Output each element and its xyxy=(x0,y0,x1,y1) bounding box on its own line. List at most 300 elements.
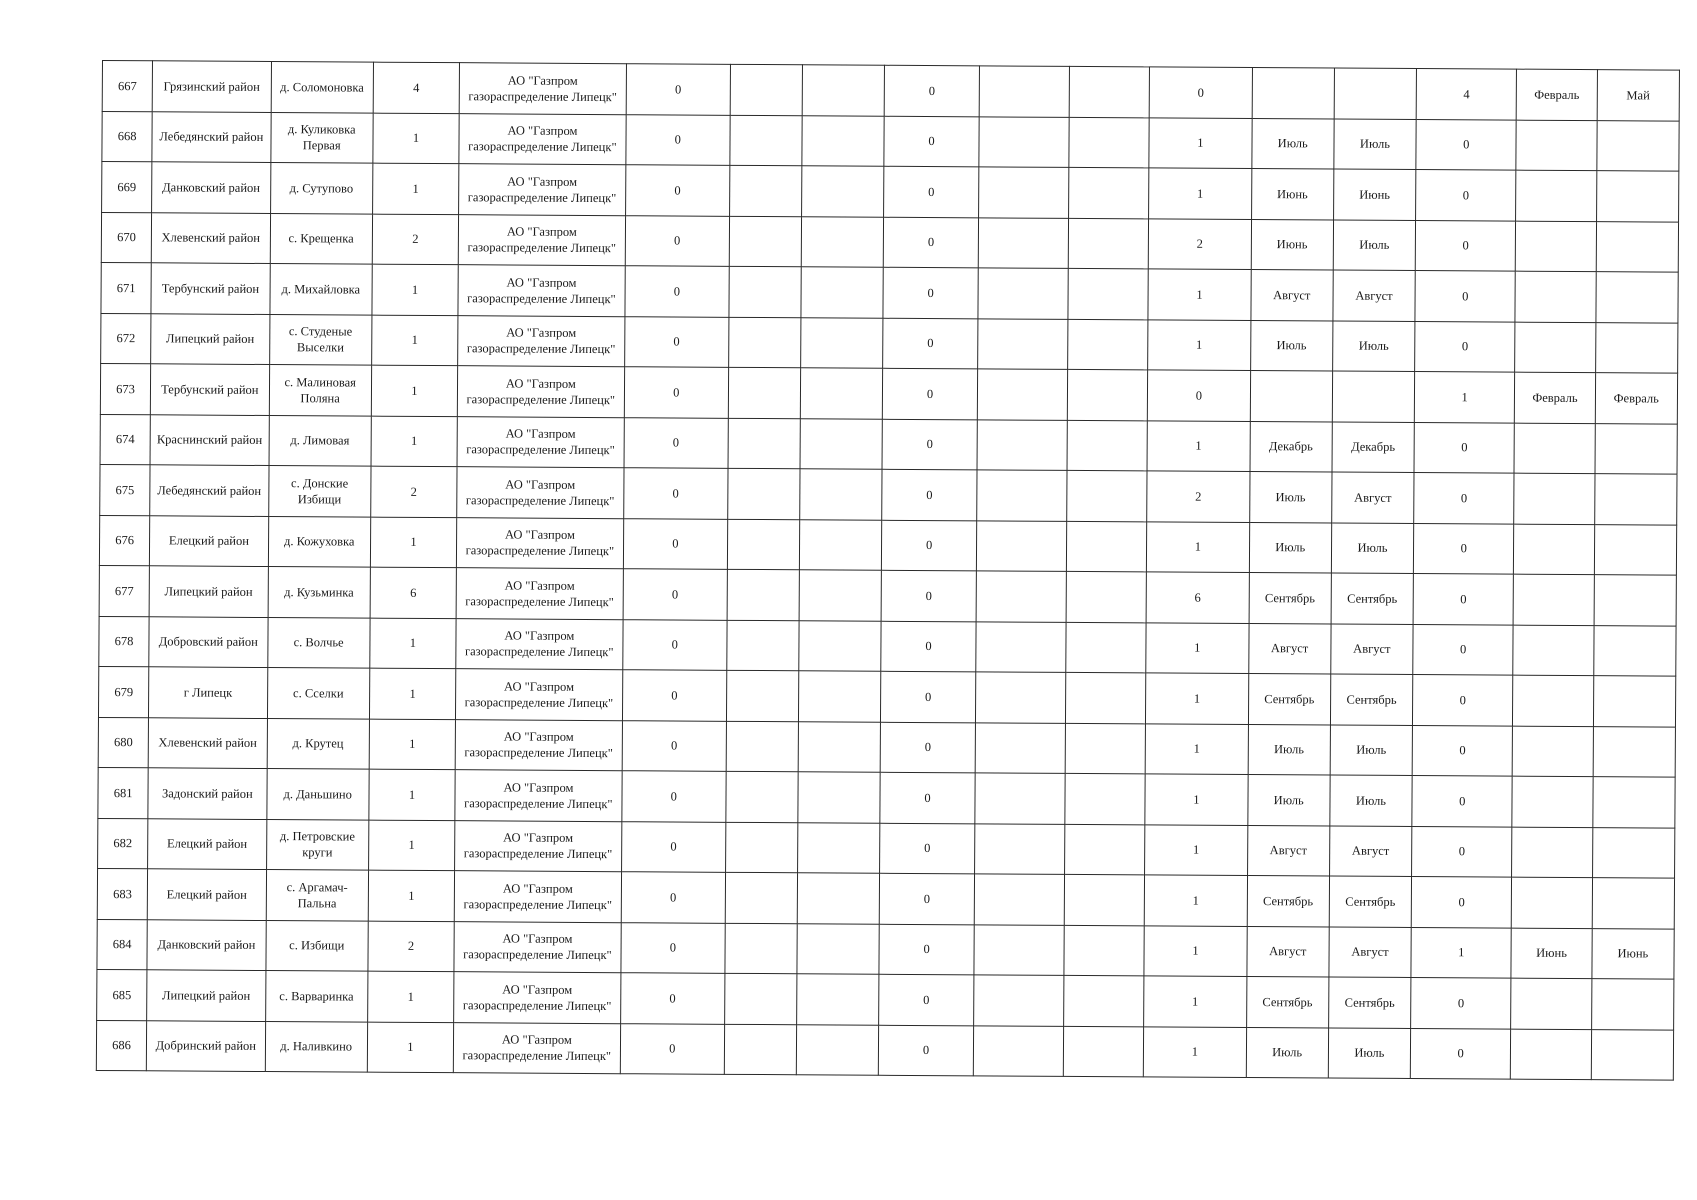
empty-cell xyxy=(796,1024,879,1075)
empty-cell xyxy=(802,65,885,116)
value-cell: 1 xyxy=(1144,976,1247,1027)
empty-cell xyxy=(1069,117,1150,168)
value-cell: 0 xyxy=(880,823,975,874)
start-month-cell xyxy=(1516,170,1597,221)
gasification-schedule-table xyxy=(96,60,1680,1081)
locality-cell: с. Донские Избищи xyxy=(268,466,371,517)
empty-cell xyxy=(1066,571,1147,622)
end-month-cell: Июль xyxy=(1332,321,1415,372)
value-cell: 0 xyxy=(1411,978,1512,1029)
row-number-cell: 668 xyxy=(102,111,152,162)
value-cell: 0 xyxy=(1411,877,1512,928)
district-cell: Тербунский район xyxy=(151,263,270,314)
start-month-cell: Февраль xyxy=(1515,372,1596,423)
household-count-cell: 1 xyxy=(371,315,458,366)
start-month-cell: Сентябрь xyxy=(1248,674,1331,725)
district-cell: Елецкий район xyxy=(148,818,267,869)
value-cell: 0 xyxy=(879,974,974,1025)
value-cell: 0 xyxy=(883,267,978,318)
empty-cell xyxy=(797,974,880,1025)
row-number-cell: 675 xyxy=(100,464,150,515)
district-cell: Добровский район xyxy=(149,616,268,667)
empty-cell xyxy=(800,418,883,469)
value-cell: 0 xyxy=(625,114,730,165)
empty-cell xyxy=(976,520,1067,571)
value-cell: 0 xyxy=(621,872,726,923)
table-body xyxy=(96,61,1679,1081)
value-cell: 0 xyxy=(883,368,978,419)
start-month-cell: Июнь xyxy=(1251,219,1334,270)
value-cell: 1 xyxy=(1145,774,1248,825)
empty-cell xyxy=(974,924,1065,975)
empty-cell xyxy=(1065,672,1146,723)
start-month-cell: Июль xyxy=(1251,118,1334,169)
locality-cell: с. Крещенка xyxy=(270,213,373,264)
organization-cell: АО "Газпром газораспределение Липецк" xyxy=(457,416,624,468)
locality-cell: д. Куликовка Первая xyxy=(270,112,373,163)
locality-cell: д. Крутец xyxy=(267,718,370,769)
organization-cell: АО "Газпром газораспределение Липецк" xyxy=(459,113,626,165)
value-cell: 0 xyxy=(1414,473,1515,524)
start-month-cell: Сентябрь xyxy=(1247,876,1330,927)
value-cell: 1 xyxy=(1144,1026,1247,1077)
district-cell: Грязинский район xyxy=(152,61,271,112)
value-cell: 1 xyxy=(1148,319,1251,370)
empty-cell xyxy=(726,822,799,873)
value-cell: 0 xyxy=(884,166,979,217)
row-number-cell: 681 xyxy=(98,767,148,818)
empty-cell xyxy=(975,722,1066,773)
household-count-cell: 1 xyxy=(367,1022,454,1073)
value-cell: 0 xyxy=(623,468,728,519)
row-number-cell: 685 xyxy=(97,969,147,1020)
value-cell: 0 xyxy=(881,621,976,672)
empty-cell xyxy=(724,1024,797,1075)
start-month-cell: Июль xyxy=(1250,320,1333,371)
start-month-cell: Июнь xyxy=(1511,928,1592,979)
district-cell: Краснинский район xyxy=(150,414,269,465)
row-number-cell: 671 xyxy=(101,262,151,313)
empty-cell xyxy=(977,369,1068,420)
end-month-cell xyxy=(1594,575,1677,626)
end-month-cell: Июль xyxy=(1333,220,1416,271)
organization-cell: АО "Газпром газораспределение Липецк" xyxy=(457,517,624,569)
end-month-cell: Июль xyxy=(1328,1028,1411,1079)
district-cell: Хлевенский район xyxy=(151,212,270,263)
empty-cell xyxy=(973,1025,1064,1076)
value-cell: 0 xyxy=(1413,574,1514,625)
value-cell: 6 xyxy=(1146,572,1249,623)
row-number-cell: 667 xyxy=(102,61,152,112)
end-month-cell: Июнь xyxy=(1333,169,1416,220)
end-month-cell: Июль xyxy=(1330,775,1413,826)
empty-cell xyxy=(975,672,1066,723)
empty-cell xyxy=(978,167,1069,218)
value-cell: 0 xyxy=(1415,220,1516,271)
locality-cell: д. Сутупово xyxy=(270,163,373,214)
row-number-cell: 672 xyxy=(101,313,151,364)
empty-cell xyxy=(979,116,1070,167)
value-cell: 0 xyxy=(621,771,726,822)
household-count-cell: 1 xyxy=(370,618,457,669)
household-count-cell: 1 xyxy=(368,870,455,921)
end-month-cell: Февраль xyxy=(1595,373,1678,424)
empty-cell xyxy=(801,267,884,318)
value-cell: 0 xyxy=(881,722,976,773)
value-cell: 0 xyxy=(1416,170,1517,221)
household-count-cell: 2 xyxy=(371,466,458,517)
start-month-cell xyxy=(1514,473,1595,524)
start-month-cell: Июль xyxy=(1248,724,1331,775)
empty-cell xyxy=(802,115,885,166)
start-month-cell: Июль xyxy=(1247,775,1330,826)
locality-cell: д. Лимовая xyxy=(269,415,372,466)
district-cell: Липецкий район xyxy=(147,970,266,1021)
value-cell: 0 xyxy=(1414,422,1515,473)
start-month-cell xyxy=(1515,271,1596,322)
value-cell: 0 xyxy=(879,1025,974,1076)
row-number-cell: 673 xyxy=(100,363,150,414)
row-number-cell: 680 xyxy=(98,717,148,768)
empty-cell xyxy=(1064,925,1145,976)
empty-cell xyxy=(728,468,801,519)
household-count-cell: 1 xyxy=(371,416,458,467)
locality-cell: с. Избищи xyxy=(265,920,368,971)
value-cell: 0 xyxy=(624,316,729,367)
end-month-cell: Июль xyxy=(1331,523,1414,574)
end-month-cell: Июль xyxy=(1330,725,1413,776)
district-cell: г Липецк xyxy=(149,667,268,718)
organization-cell: АО "Газпром газораспределение Липецк" xyxy=(458,214,625,266)
household-count-cell: 4 xyxy=(373,62,460,113)
empty-cell xyxy=(1065,773,1146,824)
value-cell: 0 xyxy=(1149,67,1252,118)
value-cell: 0 xyxy=(1415,321,1516,372)
end-month-cell: Август xyxy=(1331,624,1414,675)
empty-cell xyxy=(1068,268,1149,319)
end-month-cell: Июнь xyxy=(1592,928,1675,979)
empty-cell xyxy=(730,115,803,166)
value-cell: 1 xyxy=(1149,168,1252,219)
district-cell: Елецкий район xyxy=(150,515,269,566)
start-month-cell xyxy=(1252,68,1335,119)
empty-cell xyxy=(726,670,799,721)
value-cell: 1 xyxy=(1145,723,1248,774)
locality-cell: с. Студеные Выселки xyxy=(269,314,372,365)
end-month-cell: Декабрь xyxy=(1332,422,1415,473)
row-number-cell: 670 xyxy=(101,212,151,263)
empty-cell xyxy=(729,317,802,368)
value-cell: 1 xyxy=(1146,622,1249,673)
end-month-cell: Июль xyxy=(1334,119,1417,170)
locality-cell: д. Наливкино xyxy=(265,1021,368,1072)
organization-cell: АО "Газпром газораспределение Липецк" xyxy=(455,770,622,822)
value-cell: 0 xyxy=(624,417,729,468)
empty-cell xyxy=(973,975,1064,1026)
start-month-cell: Август xyxy=(1246,926,1329,977)
end-month-cell xyxy=(1332,371,1415,422)
empty-cell xyxy=(1067,420,1148,471)
end-month-cell xyxy=(1591,1029,1674,1080)
end-month-cell xyxy=(1591,979,1674,1030)
start-month-cell: Июль xyxy=(1249,522,1332,573)
district-cell: Данковский район xyxy=(152,162,271,213)
value-cell: 0 xyxy=(1412,826,1513,877)
end-month-cell xyxy=(1594,474,1677,525)
empty-cell xyxy=(801,317,884,368)
row-number-cell: 683 xyxy=(97,868,147,919)
empty-cell xyxy=(977,419,1068,470)
empty-cell xyxy=(725,872,798,923)
end-month-cell xyxy=(1594,524,1677,575)
value-cell: 0 xyxy=(880,873,975,924)
household-count-cell: 1 xyxy=(372,264,459,315)
value-cell: 0 xyxy=(621,922,726,973)
end-month-cell: Май xyxy=(1597,70,1680,121)
value-cell: 1 xyxy=(1146,673,1249,724)
value-cell: 4 xyxy=(1416,69,1517,120)
start-month-cell: Август xyxy=(1248,623,1331,674)
empty-cell xyxy=(978,217,1069,268)
organization-cell: АО "Газпром газораспределение Липецк" xyxy=(459,164,626,216)
row-number-cell: 669 xyxy=(102,162,152,213)
start-month-cell: Август xyxy=(1250,270,1333,321)
empty-cell xyxy=(798,822,881,873)
empty-cell xyxy=(1065,723,1146,774)
district-cell: Тербунский район xyxy=(150,364,269,415)
start-month-cell: Август xyxy=(1247,825,1330,876)
start-month-cell xyxy=(1512,776,1593,827)
household-count-cell: 2 xyxy=(372,214,459,265)
end-month-cell xyxy=(1596,221,1679,272)
value-cell: 1 xyxy=(1144,875,1247,926)
end-month-cell xyxy=(1592,827,1675,878)
value-cell: 0 xyxy=(882,419,977,470)
value-cell: 0 xyxy=(622,619,727,670)
empty-cell xyxy=(729,216,802,267)
value-cell: 0 xyxy=(884,217,979,268)
household-count-cell: 1 xyxy=(371,365,458,416)
empty-cell xyxy=(1064,874,1145,925)
start-month-cell: Февраль xyxy=(1517,69,1598,120)
end-month-cell xyxy=(1596,120,1679,171)
household-count-cell: 6 xyxy=(370,567,457,618)
value-cell: 0 xyxy=(626,64,731,115)
empty-cell xyxy=(976,470,1067,521)
empty-cell xyxy=(979,66,1070,117)
district-cell: Лебедянский район xyxy=(150,465,269,516)
empty-cell xyxy=(799,671,882,722)
district-cell: Данковский район xyxy=(147,919,266,970)
empty-cell xyxy=(800,469,883,520)
row-number-cell: 677 xyxy=(99,565,149,616)
value-cell: 0 xyxy=(882,570,977,621)
empty-cell xyxy=(799,570,882,621)
value-cell: 1 xyxy=(1411,927,1512,978)
value-cell: 0 xyxy=(880,772,975,823)
household-count-cell: 1 xyxy=(370,517,457,568)
start-month-cell: Июль xyxy=(1246,1027,1329,1078)
end-month-cell: Сентябрь xyxy=(1329,876,1412,927)
organization-cell: АО "Газпром газораспределение Липецк" xyxy=(458,265,625,317)
value-cell: 0 xyxy=(1415,271,1516,322)
value-cell: 0 xyxy=(883,318,978,369)
locality-cell: с. Волчье xyxy=(267,617,370,668)
locality-cell: с. Аргамач-Пальна xyxy=(266,870,369,921)
value-cell: 0 xyxy=(625,266,730,317)
value-cell: 1 xyxy=(1148,269,1251,320)
empty-cell xyxy=(730,165,803,216)
district-cell: Елецкий район xyxy=(147,869,266,920)
end-month-cell xyxy=(1593,676,1676,727)
value-cell: 0 xyxy=(1413,675,1514,726)
value-cell: 1 xyxy=(1149,117,1252,168)
end-month-cell xyxy=(1596,171,1679,222)
empty-cell xyxy=(976,571,1067,622)
value-cell: 0 xyxy=(884,116,979,167)
value-cell: 1 xyxy=(1147,521,1250,572)
end-month-cell xyxy=(1593,726,1676,777)
empty-cell xyxy=(725,973,798,1024)
value-cell: 0 xyxy=(621,821,726,872)
empty-cell xyxy=(727,620,800,671)
end-month-cell: Сентябрь xyxy=(1328,977,1411,1028)
empty-cell xyxy=(1066,622,1147,673)
row-number-cell: 676 xyxy=(99,515,149,566)
empty-cell xyxy=(1069,167,1150,218)
empty-cell xyxy=(802,166,885,217)
empty-cell xyxy=(728,367,801,418)
district-cell: Лебедянский район xyxy=(152,111,271,162)
end-month-cell: Сентябрь xyxy=(1330,674,1413,725)
empty-cell xyxy=(800,368,883,419)
start-month-cell xyxy=(1513,574,1594,625)
empty-cell xyxy=(1066,521,1147,572)
start-month-cell xyxy=(1513,625,1594,676)
value-cell: 0 xyxy=(885,65,980,116)
organization-cell: АО "Газпром газораспределение Липецк" xyxy=(459,63,626,115)
value-cell: 0 xyxy=(882,520,977,571)
empty-cell xyxy=(978,268,1069,319)
empty-cell xyxy=(799,620,882,671)
value-cell: 0 xyxy=(881,671,976,722)
empty-cell xyxy=(974,823,1065,874)
value-cell: 0 xyxy=(625,215,730,266)
value-cell: 0 xyxy=(625,165,730,216)
end-month-cell xyxy=(1592,878,1675,929)
row-number-cell: 682 xyxy=(98,818,148,869)
start-month-cell: Сентябрь xyxy=(1246,977,1329,1028)
household-count-cell: 1 xyxy=(369,769,456,820)
value-cell: 0 xyxy=(882,469,977,520)
organization-cell: АО "Газпром газораспределение Липецк" xyxy=(457,467,624,519)
start-month-cell xyxy=(1512,827,1593,878)
end-month-cell xyxy=(1596,272,1679,323)
empty-cell xyxy=(1069,66,1150,117)
locality-cell: с. Сселки xyxy=(267,668,370,719)
locality-cell: д. Кожуховка xyxy=(268,516,371,567)
value-cell: 0 xyxy=(1412,725,1513,776)
value-cell: 0 xyxy=(624,367,729,418)
empty-cell xyxy=(1064,975,1145,1026)
value-cell: 0 xyxy=(620,1023,725,1074)
district-cell: Задонский район xyxy=(148,768,267,819)
empty-cell xyxy=(797,873,880,924)
household-count-cell: 1 xyxy=(367,971,454,1022)
value-cell: 0 xyxy=(623,518,728,569)
empty-cell xyxy=(1068,218,1149,269)
value-cell: 0 xyxy=(622,720,727,771)
empty-cell xyxy=(1067,470,1148,521)
value-cell: 0 xyxy=(1412,776,1513,827)
start-month-cell: Сентябрь xyxy=(1249,573,1332,624)
empty-cell xyxy=(1065,824,1146,875)
end-month-cell xyxy=(1592,777,1675,828)
empty-cell xyxy=(729,266,802,317)
end-month-cell: Август xyxy=(1332,472,1415,523)
value-cell: 0 xyxy=(1413,624,1514,675)
empty-cell xyxy=(730,64,803,115)
value-cell: 1 xyxy=(1144,925,1247,976)
empty-cell xyxy=(728,418,801,469)
organization-cell: АО "Газпром газораспределение Липецк" xyxy=(456,618,623,670)
organization-cell: АО "Газпром газораспределение Липецк" xyxy=(453,1022,620,1074)
organization-cell: АО "Газпром газораспределение Липецк" xyxy=(457,366,624,418)
empty-cell xyxy=(1063,1026,1144,1077)
table-row xyxy=(96,1020,1673,1080)
empty-cell xyxy=(975,621,1066,672)
empty-cell xyxy=(801,216,884,267)
value-cell: 0 xyxy=(1416,119,1517,170)
value-cell: 1 xyxy=(1147,420,1250,471)
start-month-cell xyxy=(1516,221,1597,272)
organization-cell: АО "Газпром газораспределение Липецк" xyxy=(458,315,625,367)
start-month-cell xyxy=(1514,423,1595,474)
start-month-cell xyxy=(1250,371,1333,422)
value-cell: 0 xyxy=(623,569,728,620)
end-month-cell xyxy=(1334,68,1417,119)
empty-cell xyxy=(798,772,881,823)
empty-cell xyxy=(727,569,800,620)
end-month-cell xyxy=(1595,423,1678,474)
empty-cell xyxy=(975,773,1066,824)
value-cell: 0 xyxy=(1410,1028,1511,1079)
start-month-cell xyxy=(1511,978,1592,1029)
district-cell: Добринский район xyxy=(146,1020,265,1071)
organization-cell: АО "Газпром газораспределение Липецк" xyxy=(456,568,623,620)
value-cell: 2 xyxy=(1147,471,1250,522)
value-cell: 2 xyxy=(1148,218,1251,269)
value-cell: 0 xyxy=(879,924,974,975)
value-cell: 1 xyxy=(1414,372,1515,423)
row-number-cell: 686 xyxy=(96,1020,146,1071)
start-month-cell: Декабрь xyxy=(1250,421,1333,472)
row-number-cell: 674 xyxy=(100,414,150,465)
household-count-cell: 2 xyxy=(368,921,455,972)
locality-cell: д. Даньшино xyxy=(266,769,369,820)
empty-cell xyxy=(726,721,799,772)
empty-cell xyxy=(725,923,798,974)
end-month-cell: Август xyxy=(1329,826,1412,877)
locality-cell: с. Варваринка xyxy=(265,971,368,1022)
value-cell: 0 xyxy=(620,973,725,1024)
empty-cell xyxy=(727,519,800,570)
value-cell: 0 xyxy=(1148,370,1251,421)
start-month-cell xyxy=(1516,120,1597,171)
empty-cell xyxy=(1068,319,1149,370)
empty-cell xyxy=(1067,369,1148,420)
start-month-cell: Июль xyxy=(1249,472,1332,523)
